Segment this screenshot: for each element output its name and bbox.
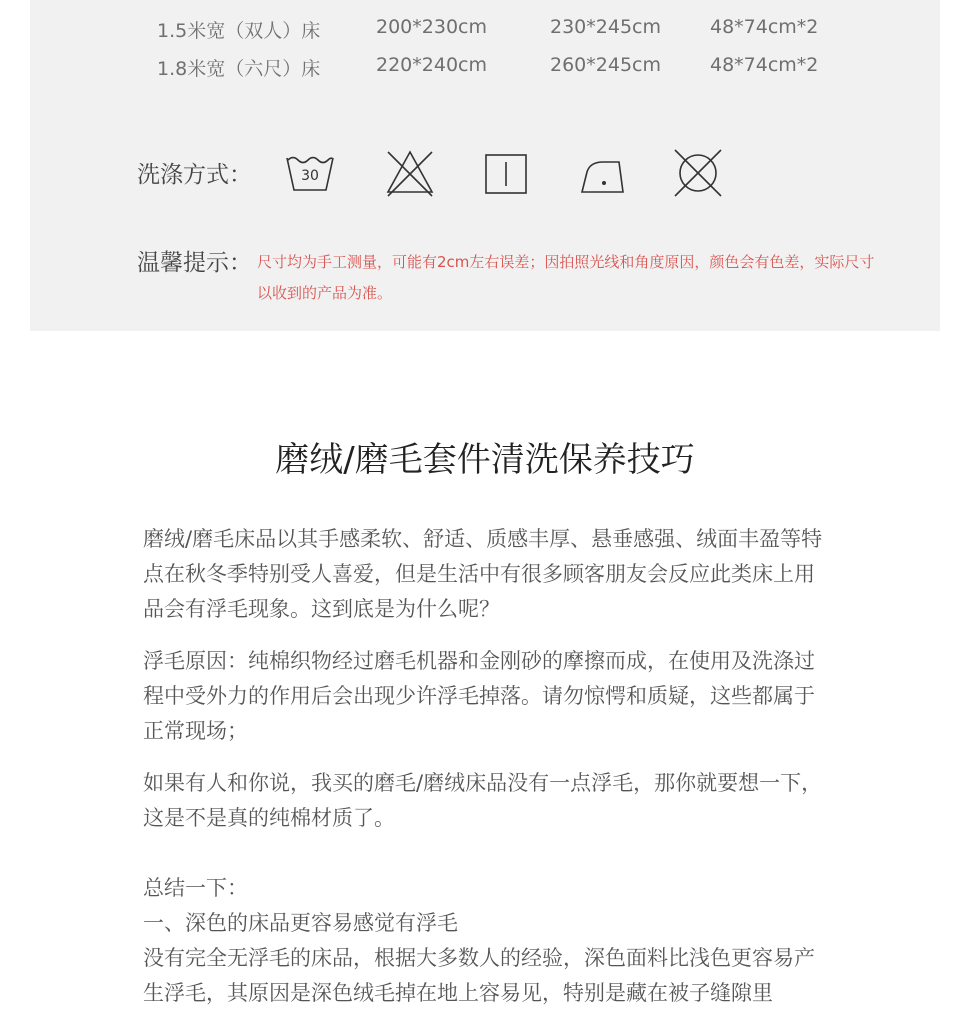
wash-30-icon — [284, 146, 336, 198]
summary-block — [143, 871, 833, 1011]
line-dry-icon — [482, 146, 534, 198]
article-paragraph — [143, 766, 833, 836]
bed-size-cell: 1.8米宽（六尺）床 — [157, 58, 321, 80]
tip-label: 温馨提示： — [137, 250, 252, 276]
summary-paragraph: 没有完全无浮毛的床品，根据大多数人的经验，深色面料比浅色更容易产生浮毛，其原因是深色绒毛掉在地上容易见，特别是藏在被子缝隙里 — [143, 946, 815, 1005]
quilt-size-cell: 260*245cm — [550, 54, 661, 76]
size-row — [30, 54, 940, 84]
no-tumble-dry-icon — [672, 146, 724, 198]
wash-method-label: 洗涤方式： — [137, 162, 252, 188]
no-bleach-icon — [384, 146, 436, 198]
intro-paragraph: 磨绒/磨毛床品以其手感柔软、舒适、质感丰厚、悬垂感强、绒面丰盈等特点在秋冬季特别受人喜爱，但是生活中有很多顾客朋友会反应此类床上用品会有浮毛现象。这到底是为什么呢？ — [143, 527, 823, 621]
section-title: 磨绒/磨毛套件清洗保养技巧 — [275, 440, 695, 480]
article-paragraph — [143, 522, 833, 627]
sheet-size-cell: 220*240cm — [376, 54, 487, 76]
pillowcase-size-cell: 48*74cm*2 — [710, 16, 819, 38]
wash-temp-text: 30 — [301, 168, 319, 184]
summary-point-1: 一、深色的床品更容易感觉有浮毛 — [143, 911, 458, 935]
quilt-size-cell: 230*245cm — [550, 16, 661, 38]
bed-size-cell: 1.5米宽（双人）床 — [157, 20, 321, 42]
cause-paragraph: 浮毛原因：纯棉织物经过磨毛机器和金刚砂的摩擦而成，在使用及洗涤过程中受外力的作用后会出现少许浮毛掉落。请勿惊愕和质疑，这些都属于正常现场； — [143, 649, 815, 743]
summary-label: 总结一下： — [143, 876, 248, 900]
size-row — [30, 16, 940, 46]
size-and-care-panel — [30, 0, 940, 331]
iron-low-icon — [579, 146, 631, 198]
tip-text: 尺寸均为手工测量，可能有2cm左右误差；因拍照光线和角度原因，颜色会有色差，实际尺寸以收到的产品为准。 — [257, 253, 875, 302]
pillowcase-size-cell: 48*74cm*2 — [710, 54, 819, 76]
article-paragraph — [143, 644, 833, 749]
sheet-size-cell: 200*230cm — [376, 16, 487, 38]
note-paragraph: 如果有人和你说，我买的磨毛/磨绒床品没有一点浮毛，那你就要想一下，这是不是真的纯棉材质了。 — [143, 771, 823, 830]
